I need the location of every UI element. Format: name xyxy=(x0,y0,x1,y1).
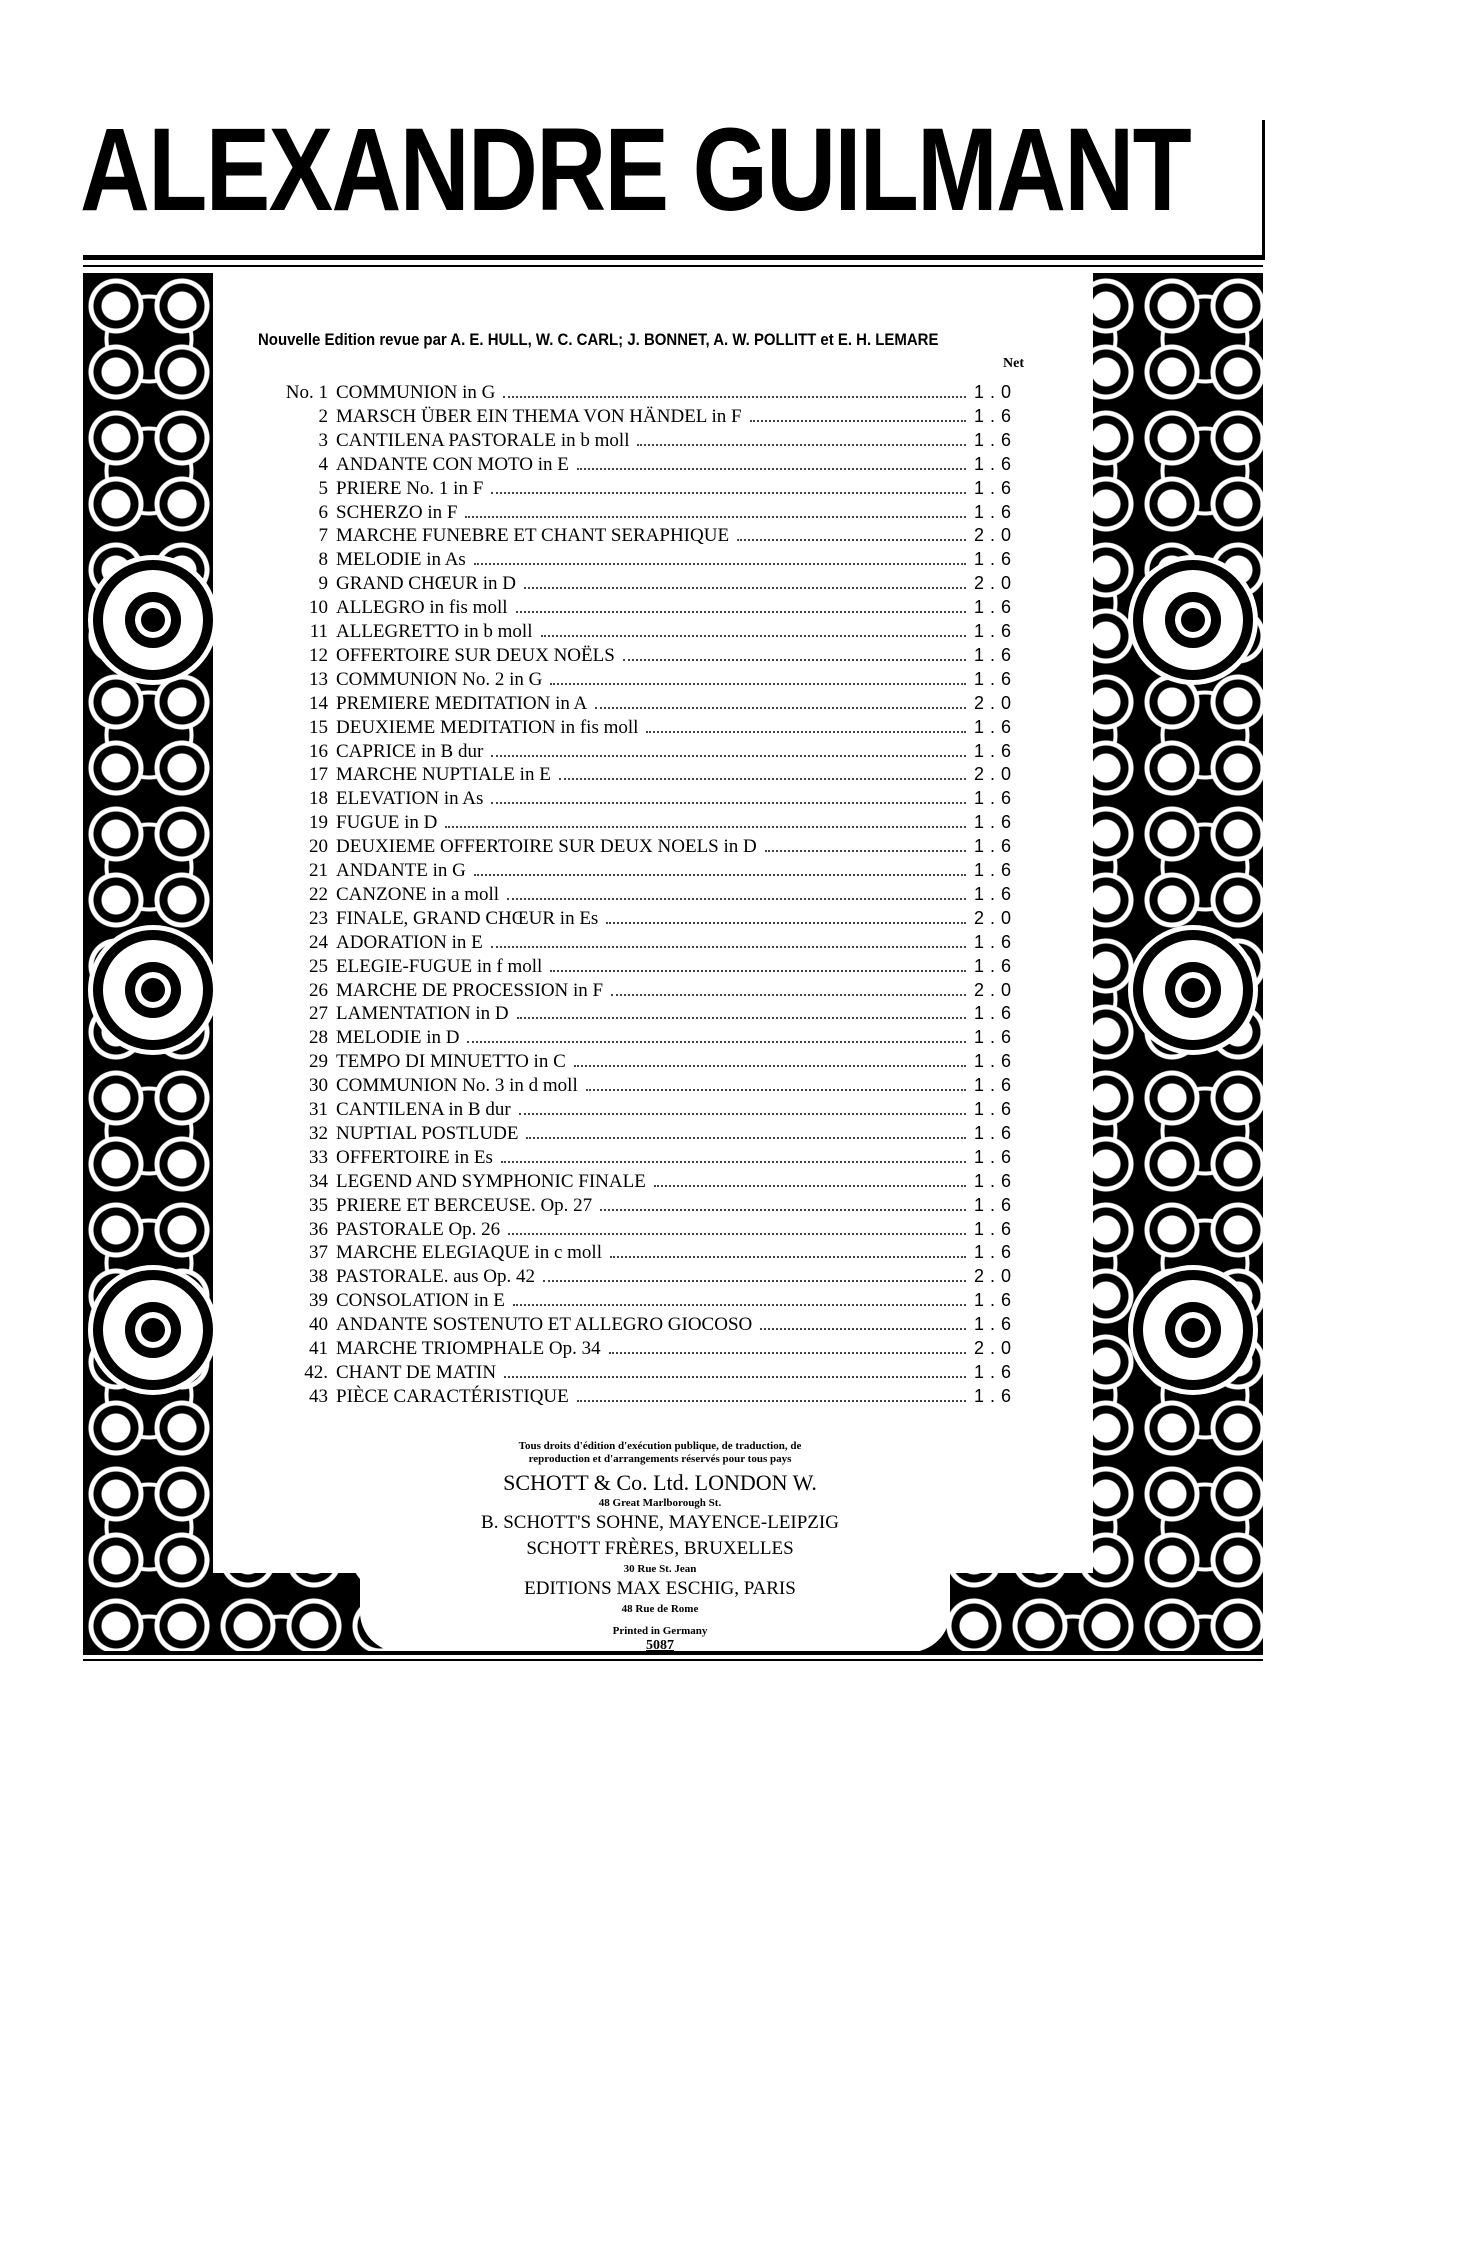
work-number: 2 xyxy=(318,405,328,427)
work-number: 36 xyxy=(309,1218,328,1240)
leader-dots xyxy=(574,1065,966,1067)
work-title: COMMUNION No. 3 in d moll xyxy=(336,1075,578,1097)
publisher-address: 30 Rue St. Jean xyxy=(623,1563,697,1575)
list-item xyxy=(250,1073,1040,1097)
leader-dots xyxy=(516,611,966,613)
leader-dots xyxy=(654,1185,966,1187)
work-price: 1.6 xyxy=(974,501,1018,522)
work-title: CAPRICE in B dur xyxy=(336,740,484,762)
leader-dots xyxy=(513,1304,966,1306)
work-price: 1.6 xyxy=(974,860,1018,880)
work-price: 1.6 xyxy=(974,1075,1018,1096)
work-title: GRAND CHŒUR in D xyxy=(336,573,516,595)
work-title: CANTILENA in B dur xyxy=(336,1099,511,1120)
leader-dots xyxy=(586,1089,966,1091)
list-item xyxy=(250,1097,1040,1121)
ornament-medallion xyxy=(1133,560,1253,680)
work-price: 1.6 xyxy=(974,1122,1018,1143)
rights-notice: reproduction et d'arrangements réservés pour tous pays xyxy=(528,1453,792,1465)
leader-dots xyxy=(524,587,966,589)
leader-dots xyxy=(503,396,966,398)
work-number: 31 xyxy=(309,1099,328,1120)
leader-dots xyxy=(637,444,966,446)
work-title: ANDANTE CON MOTO in E xyxy=(336,453,569,475)
work-number: 25 xyxy=(309,955,328,977)
work-number: 27 xyxy=(309,1003,328,1025)
work-number: 39 xyxy=(309,1290,328,1312)
work-price: 1.6 xyxy=(974,1194,1018,1215)
ornament-medallion xyxy=(93,1270,213,1390)
work-number: 4 xyxy=(318,453,328,475)
list-item xyxy=(250,786,1040,810)
leader-dots xyxy=(517,1017,966,1019)
list-item xyxy=(250,667,1040,691)
leader-dots xyxy=(541,635,967,637)
list-item xyxy=(250,523,1040,547)
work-price: 1.6 xyxy=(974,477,1018,498)
work-price: 1.6 xyxy=(974,1314,1018,1335)
work-price: 1.6 xyxy=(974,644,1018,665)
work-price: 2.0 xyxy=(974,979,1018,1000)
leader-dots xyxy=(543,1280,966,1282)
list-item xyxy=(250,500,1040,524)
top-rule-thin xyxy=(83,265,1263,267)
work-title: MARCHE ELEGIAQUE in c moll xyxy=(336,1242,602,1264)
list-item xyxy=(250,1264,1040,1288)
net-price-header: Net xyxy=(1003,356,1024,371)
publisher-london: SCHOTT & Co. Ltd. LONDON W. xyxy=(503,1470,817,1495)
leader-dots xyxy=(577,468,966,470)
work-number: 26 xyxy=(309,979,328,1001)
work-title: OFFERTOIRE in Es xyxy=(336,1146,493,1168)
leader-dots xyxy=(595,707,966,709)
work-number: 30 xyxy=(309,1075,328,1097)
work-title: MARSCH ÜBER EIN THEMA VON HÄNDEL in F xyxy=(336,405,742,427)
work-title: ANDANTE in G xyxy=(336,860,466,881)
work-price: 1.6 xyxy=(974,621,1018,641)
title-border xyxy=(1262,120,1265,260)
work-price: 1.6 xyxy=(974,1051,1018,1072)
work-title: SCHERZO in F xyxy=(336,501,458,523)
publisher-leipzig: B. SCHOTT'S SOHNE, MAYENCE-LEIPZIG xyxy=(481,1512,839,1533)
work-title: MELODIE in D xyxy=(336,1027,460,1049)
leader-dots xyxy=(646,731,966,733)
work-title: ADORATION in E xyxy=(336,931,483,953)
work-price: 1.6 xyxy=(974,883,1018,904)
leader-dots xyxy=(491,492,966,494)
publisher-address: 48 Great Marlborough St. xyxy=(598,1497,722,1509)
work-title: MARCHE TRIOMPHALE Op. 34 xyxy=(336,1338,601,1359)
leader-dots xyxy=(491,802,966,804)
work-price: 2.0 xyxy=(974,1266,1018,1287)
list-item xyxy=(250,404,1040,428)
leader-dots xyxy=(465,516,966,518)
leader-dots xyxy=(474,563,966,565)
work-title: ELEGIE-FUGUE in f moll xyxy=(336,955,543,977)
ornament-medallion xyxy=(1133,1270,1253,1390)
work-number: 24 xyxy=(309,931,328,953)
list-item xyxy=(250,1312,1040,1336)
work-title: PRIERE ET BERCEUSE. Op. 27 xyxy=(336,1194,593,1216)
work-price: 1.6 xyxy=(974,931,1018,952)
work-number: 20 xyxy=(309,836,328,858)
work-title: CONSOLATION in E xyxy=(336,1290,505,1312)
work-price: 1.6 xyxy=(974,1146,1018,1167)
work-title: CHANT DE MATIN xyxy=(336,1361,497,1383)
work-number: 42. xyxy=(304,1361,328,1383)
work-title: PASTORALE Op. 26 xyxy=(336,1218,501,1240)
leader-dots xyxy=(504,1376,966,1378)
work-price: 1.6 xyxy=(974,549,1018,570)
work-title: FINALE, GRAND CHŒUR in Es xyxy=(336,907,599,929)
work-title: CANZONE in a moll xyxy=(336,883,500,905)
work-number: 6 xyxy=(318,501,328,523)
work-number: 40 xyxy=(309,1314,328,1336)
leader-dots xyxy=(760,1328,966,1330)
leader-dots xyxy=(445,826,966,828)
work-price: 1.6 xyxy=(974,429,1018,450)
work-price: 1.6 xyxy=(974,812,1018,833)
work-number: 29 xyxy=(309,1051,328,1073)
list-item xyxy=(250,739,1040,763)
list-item xyxy=(250,691,1040,715)
ornament-medallion xyxy=(93,930,213,1050)
work-title: MELODIE in As xyxy=(336,549,466,571)
list-item xyxy=(250,1121,1040,1145)
work-number: 14 xyxy=(309,692,328,714)
work-title: MARCHE FUNEBRE ET CHANT SERAPHIQUE xyxy=(336,525,730,547)
work-price: 1.6 xyxy=(974,1099,1018,1119)
list-item xyxy=(250,1169,1040,1193)
work-price: 1.6 xyxy=(974,1003,1018,1024)
list-item xyxy=(250,380,1040,404)
ornament-medallion xyxy=(1133,930,1253,1050)
work-title: COMMUNION in G xyxy=(336,382,496,403)
work-title: PIÈCE CARACTÉRISTIQUE xyxy=(336,1385,569,1407)
list-item xyxy=(250,1384,1040,1408)
leader-dots xyxy=(491,946,966,948)
work-number: 8 xyxy=(318,549,328,571)
work-price: 1.6 xyxy=(974,1027,1018,1048)
work-title: DEUXIEME OFFERTOIRE SUR DEUX NOELS in D xyxy=(336,836,757,858)
leader-dots xyxy=(550,683,966,685)
plate-number: 5087 xyxy=(646,1638,674,1653)
list-item xyxy=(250,1049,1040,1073)
work-price: 1.6 xyxy=(974,1290,1018,1311)
list-item xyxy=(250,619,1040,643)
list-item xyxy=(250,452,1040,476)
leader-dots xyxy=(526,1137,966,1139)
publisher-info xyxy=(420,1440,900,1654)
work-number: 10 xyxy=(309,597,328,619)
work-title: ANDANTE SOSTENUTO ET ALLEGRO GIOCOSO xyxy=(336,1314,753,1336)
list-item xyxy=(250,1025,1040,1049)
leader-dots xyxy=(491,755,966,757)
work-number: 21 xyxy=(309,860,328,881)
list-item xyxy=(250,834,1040,858)
work-number: 38 xyxy=(309,1266,328,1288)
list-item xyxy=(250,476,1040,500)
work-number: No. 1 xyxy=(285,382,328,403)
work-price: 2.0 xyxy=(974,907,1018,928)
work-title: CANTILENA PASTORALE in b moll xyxy=(336,429,630,451)
list-item xyxy=(250,595,1040,619)
work-number: 16 xyxy=(309,740,328,762)
work-price: 1.6 xyxy=(974,716,1018,737)
list-item xyxy=(250,428,1040,452)
rights-notice: Tous droits d'édition d'exécution publique, de traduction, de xyxy=(518,1440,802,1452)
leader-dots xyxy=(606,922,966,924)
list-item xyxy=(250,643,1040,667)
printed-in: Printed in Germany xyxy=(612,1625,708,1637)
work-price: 2.0 xyxy=(974,1338,1018,1358)
leader-dots xyxy=(577,1400,966,1402)
work-title: MARCHE DE PROCESSION in F xyxy=(336,979,604,1001)
publisher-bruxelles: SCHOTT FRÈRES, BRUXELLES xyxy=(526,1538,794,1559)
list-item xyxy=(250,1193,1040,1217)
ornament-medallion xyxy=(93,560,213,680)
work-title: OFFERTOIRE SUR DEUX NOËLS xyxy=(336,644,615,666)
leader-dots xyxy=(508,1233,966,1235)
work-title: ALLEGRO in fis moll xyxy=(336,597,508,619)
work-number: 19 xyxy=(309,812,328,834)
leader-dots xyxy=(600,1209,966,1211)
work-price: 1.6 xyxy=(974,1170,1018,1191)
list-item xyxy=(250,762,1040,786)
list-item xyxy=(250,906,1040,930)
leader-dots xyxy=(737,539,966,541)
leader-dots xyxy=(507,898,966,900)
work-number: 37 xyxy=(309,1242,328,1264)
work-number: 5 xyxy=(318,477,328,499)
work-title: ELEVATION in As xyxy=(336,788,484,810)
publisher-paris: EDITIONS MAX ESCHIG, PARIS xyxy=(524,1578,796,1599)
work-number: 34 xyxy=(309,1170,328,1192)
work-price: 2.0 xyxy=(974,692,1018,713)
work-number: 28 xyxy=(309,1027,328,1049)
list-item xyxy=(250,810,1040,834)
leader-dots xyxy=(474,874,966,876)
work-number: 23 xyxy=(309,907,328,929)
work-price: 1.6 xyxy=(974,836,1018,857)
work-price: 1.6 xyxy=(974,740,1018,761)
work-number: 22 xyxy=(309,883,328,905)
work-title: ALLEGRETTO in b moll xyxy=(336,621,533,642)
work-number: 3 xyxy=(318,429,328,451)
list-item xyxy=(250,858,1040,882)
composer-title: ALEXANDRE GUILMANT xyxy=(80,104,1191,236)
top-rule xyxy=(83,255,1263,260)
work-title: MARCHE NUPTIALE in E xyxy=(336,764,551,786)
list-item xyxy=(250,1145,1040,1169)
work-price: 2.0 xyxy=(974,573,1018,594)
work-price: 1.6 xyxy=(974,668,1018,689)
leader-dots xyxy=(467,1041,966,1043)
work-number: 17 xyxy=(309,764,328,786)
list-item xyxy=(250,1001,1040,1025)
leader-dots xyxy=(610,1256,966,1258)
work-number: 41 xyxy=(309,1338,328,1359)
work-number: 32 xyxy=(309,1122,328,1144)
list-item xyxy=(250,1217,1040,1241)
work-number: 35 xyxy=(309,1194,328,1216)
leader-dots xyxy=(765,850,966,852)
work-price: 1.6 xyxy=(974,1218,1018,1239)
list-item xyxy=(250,1288,1040,1312)
bottom-rule-thin xyxy=(83,1659,1263,1661)
work-title: TEMPO DI MINUETTO in C xyxy=(336,1051,566,1073)
list-item xyxy=(250,978,1040,1002)
work-number: 43 xyxy=(309,1385,328,1407)
leader-dots xyxy=(501,1161,966,1163)
publisher-address: 48 Rue de Rome xyxy=(621,1603,699,1615)
list-item xyxy=(250,547,1040,571)
work-title: PASTORALE. aus Op. 42 xyxy=(336,1266,535,1288)
edition-editors: Nouvelle Edition revue par A. E. HULL, W. C. CARL; J. BONNET, A. W. POLLITT et E. H. LEMARE xyxy=(258,330,939,349)
list-item xyxy=(250,882,1040,906)
leader-dots xyxy=(609,1352,966,1354)
work-price: 1.6 xyxy=(974,1361,1018,1382)
work-number: 33 xyxy=(309,1146,328,1168)
work-title: PRIERE No. 1 in F xyxy=(336,477,484,499)
work-number: 13 xyxy=(309,668,328,690)
work-price: 1.6 xyxy=(974,405,1018,426)
work-price: 1.0 xyxy=(974,382,1018,402)
work-number: 18 xyxy=(309,788,328,810)
work-title: FUGUE in D xyxy=(336,812,438,834)
list-item xyxy=(250,1360,1040,1384)
work-number: 9 xyxy=(318,573,328,595)
list-item xyxy=(250,954,1040,978)
leader-dots xyxy=(750,420,966,422)
list-item xyxy=(250,715,1040,739)
work-price: 2.0 xyxy=(974,764,1018,785)
list-item xyxy=(250,1336,1040,1360)
work-price: 1.6 xyxy=(974,597,1018,618)
list-item xyxy=(250,571,1040,595)
work-title: DEUXIEME MEDITATION in fis moll xyxy=(336,716,639,738)
work-title: LEGEND AND SYMPHONIC FINALE xyxy=(336,1170,646,1192)
leader-dots xyxy=(559,778,966,780)
work-title: LAMENTATION in D xyxy=(336,1003,509,1025)
work-price: 1.6 xyxy=(974,453,1018,474)
work-title: PREMIERE MEDITATION in A xyxy=(336,692,588,714)
work-price: 1.6 xyxy=(974,1385,1018,1406)
work-price: 1.6 xyxy=(974,1242,1018,1263)
leader-dots xyxy=(611,994,966,996)
work-number: 7 xyxy=(318,525,328,547)
work-title: COMMUNION No. 2 in G xyxy=(336,668,543,690)
work-price: 2.0 xyxy=(974,525,1018,546)
leader-dots xyxy=(519,1113,966,1115)
leader-dots xyxy=(550,970,966,972)
work-number: 11 xyxy=(309,621,328,642)
work-price: 1.6 xyxy=(974,788,1018,809)
work-number: 12 xyxy=(309,644,328,666)
work-number: 15 xyxy=(309,716,328,738)
leader-dots xyxy=(623,659,966,661)
list-item xyxy=(250,930,1040,954)
work-title: NUPTIAL POSTLUDE xyxy=(336,1122,519,1144)
work-price: 1.6 xyxy=(974,955,1018,976)
list-item xyxy=(250,1240,1040,1264)
